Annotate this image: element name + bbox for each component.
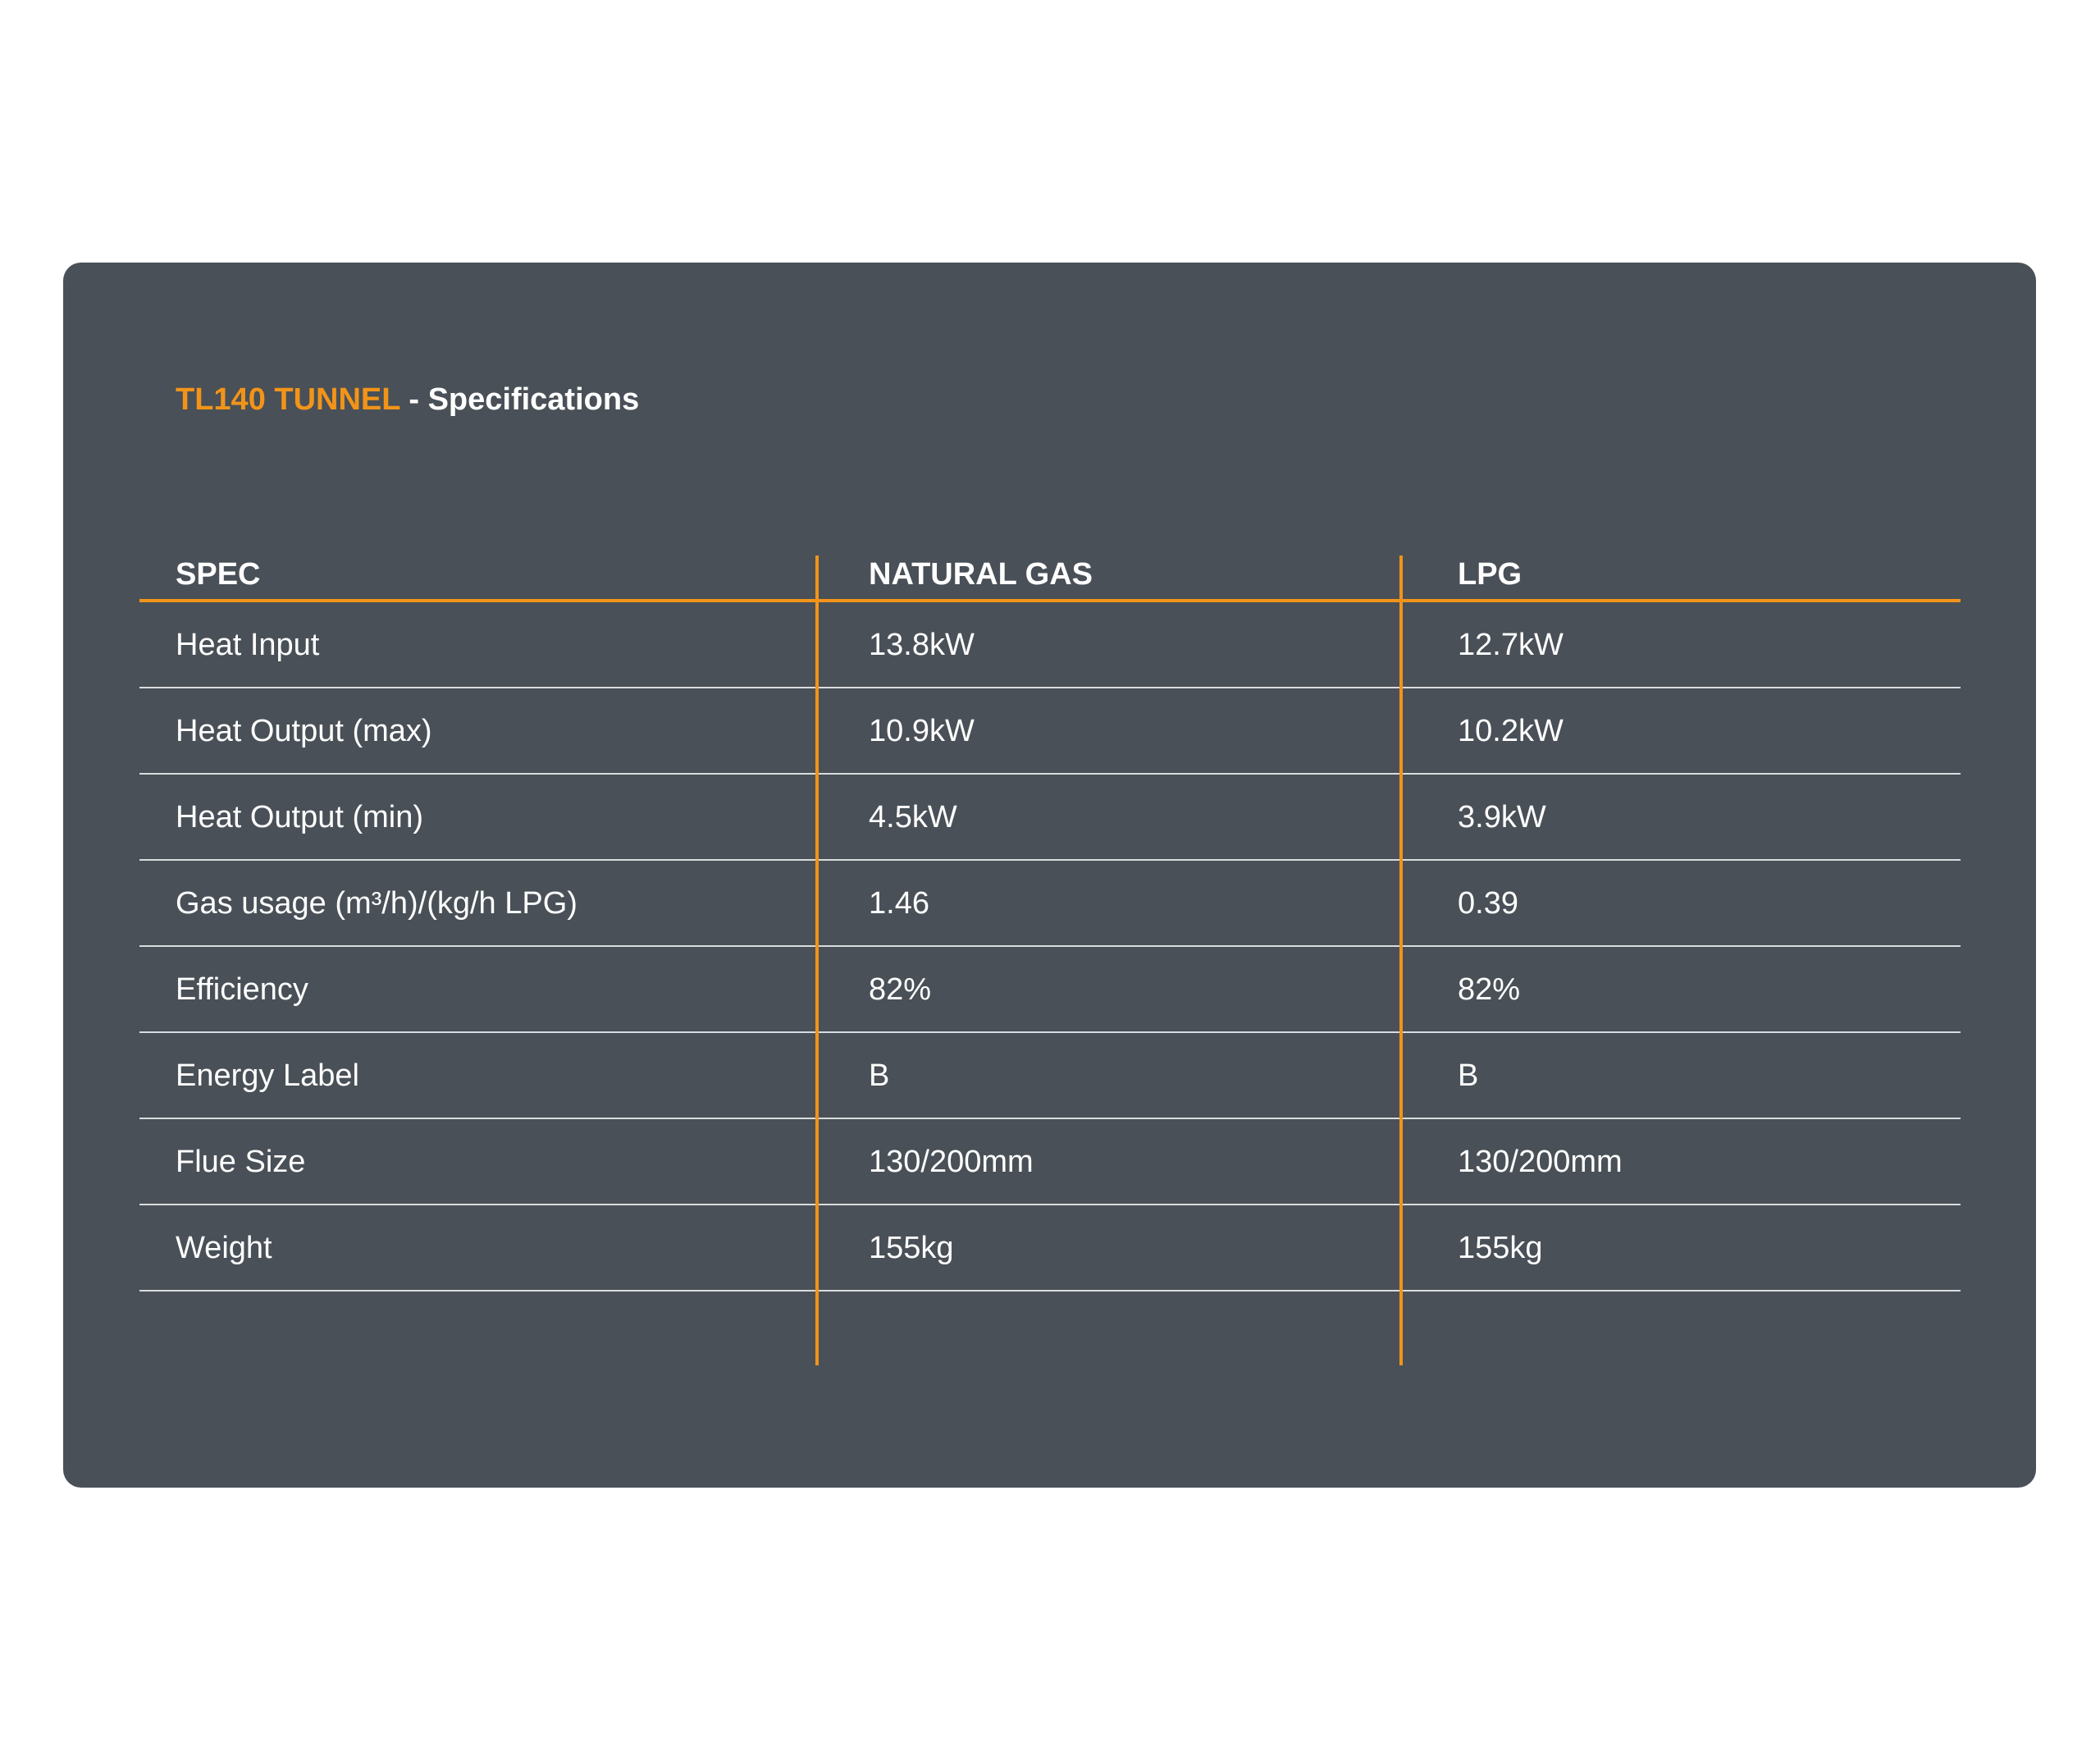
- table-header-row: [139, 554, 1961, 602]
- lpg-value: 10.2kW: [1458, 713, 1564, 748]
- spec-label: Gas usage (m³/h)/(kg/h LPG): [176, 885, 578, 921]
- lpg-value: B: [1458, 1058, 1479, 1093]
- natural-gas-value: 13.8kW: [869, 627, 975, 662]
- table-row: [139, 1205, 1961, 1292]
- spec-label: Efficiency: [176, 972, 308, 1007]
- lpg-value: 130/200mm: [1458, 1144, 1623, 1179]
- column-divider: [1399, 555, 1403, 1365]
- table-row: [139, 861, 1961, 947]
- spec-table: [139, 554, 1961, 1292]
- lpg-value: 82%: [1458, 972, 1521, 1007]
- spec-label: Energy Label: [176, 1058, 359, 1093]
- table-row: [139, 1119, 1961, 1205]
- table-row: [139, 688, 1961, 775]
- spec-label: Heat Input: [176, 627, 320, 662]
- natural-gas-value: 130/200mm: [869, 1144, 1034, 1179]
- lpg-value: 155kg: [1458, 1230, 1543, 1265]
- table-row: [139, 1033, 1961, 1119]
- header-lpg: LPG: [1458, 557, 1522, 592]
- spec-label: Weight: [176, 1230, 272, 1265]
- lpg-value: 0.39: [1458, 885, 1518, 921]
- title-suffix: - Specifications: [399, 382, 640, 417]
- natural-gas-value: 4.5kW: [869, 799, 957, 834]
- natural-gas-value: 10.9kW: [869, 713, 975, 748]
- page-title: [176, 379, 639, 420]
- spec-label: Heat Output (min): [176, 799, 423, 834]
- spec-label: Flue Size: [176, 1144, 306, 1179]
- natural-gas-value: B: [869, 1058, 890, 1093]
- spec-label: Heat Output (max): [176, 713, 432, 748]
- natural-gas-value: 82%: [869, 972, 932, 1007]
- header-natural-gas: NATURAL GAS: [869, 557, 1093, 592]
- lpg-value: 12.7kW: [1458, 627, 1564, 662]
- table-row: [139, 602, 1961, 688]
- table-row: [139, 947, 1961, 1033]
- column-divider: [815, 555, 819, 1365]
- lpg-value: 3.9kW: [1458, 799, 1546, 834]
- table-row: [139, 775, 1961, 861]
- model-name: TL140 TUNNEL: [176, 382, 400, 417]
- natural-gas-value: 155kg: [869, 1230, 954, 1265]
- natural-gas-value: 1.46: [869, 885, 929, 921]
- header-spec: SPEC: [176, 557, 261, 592]
